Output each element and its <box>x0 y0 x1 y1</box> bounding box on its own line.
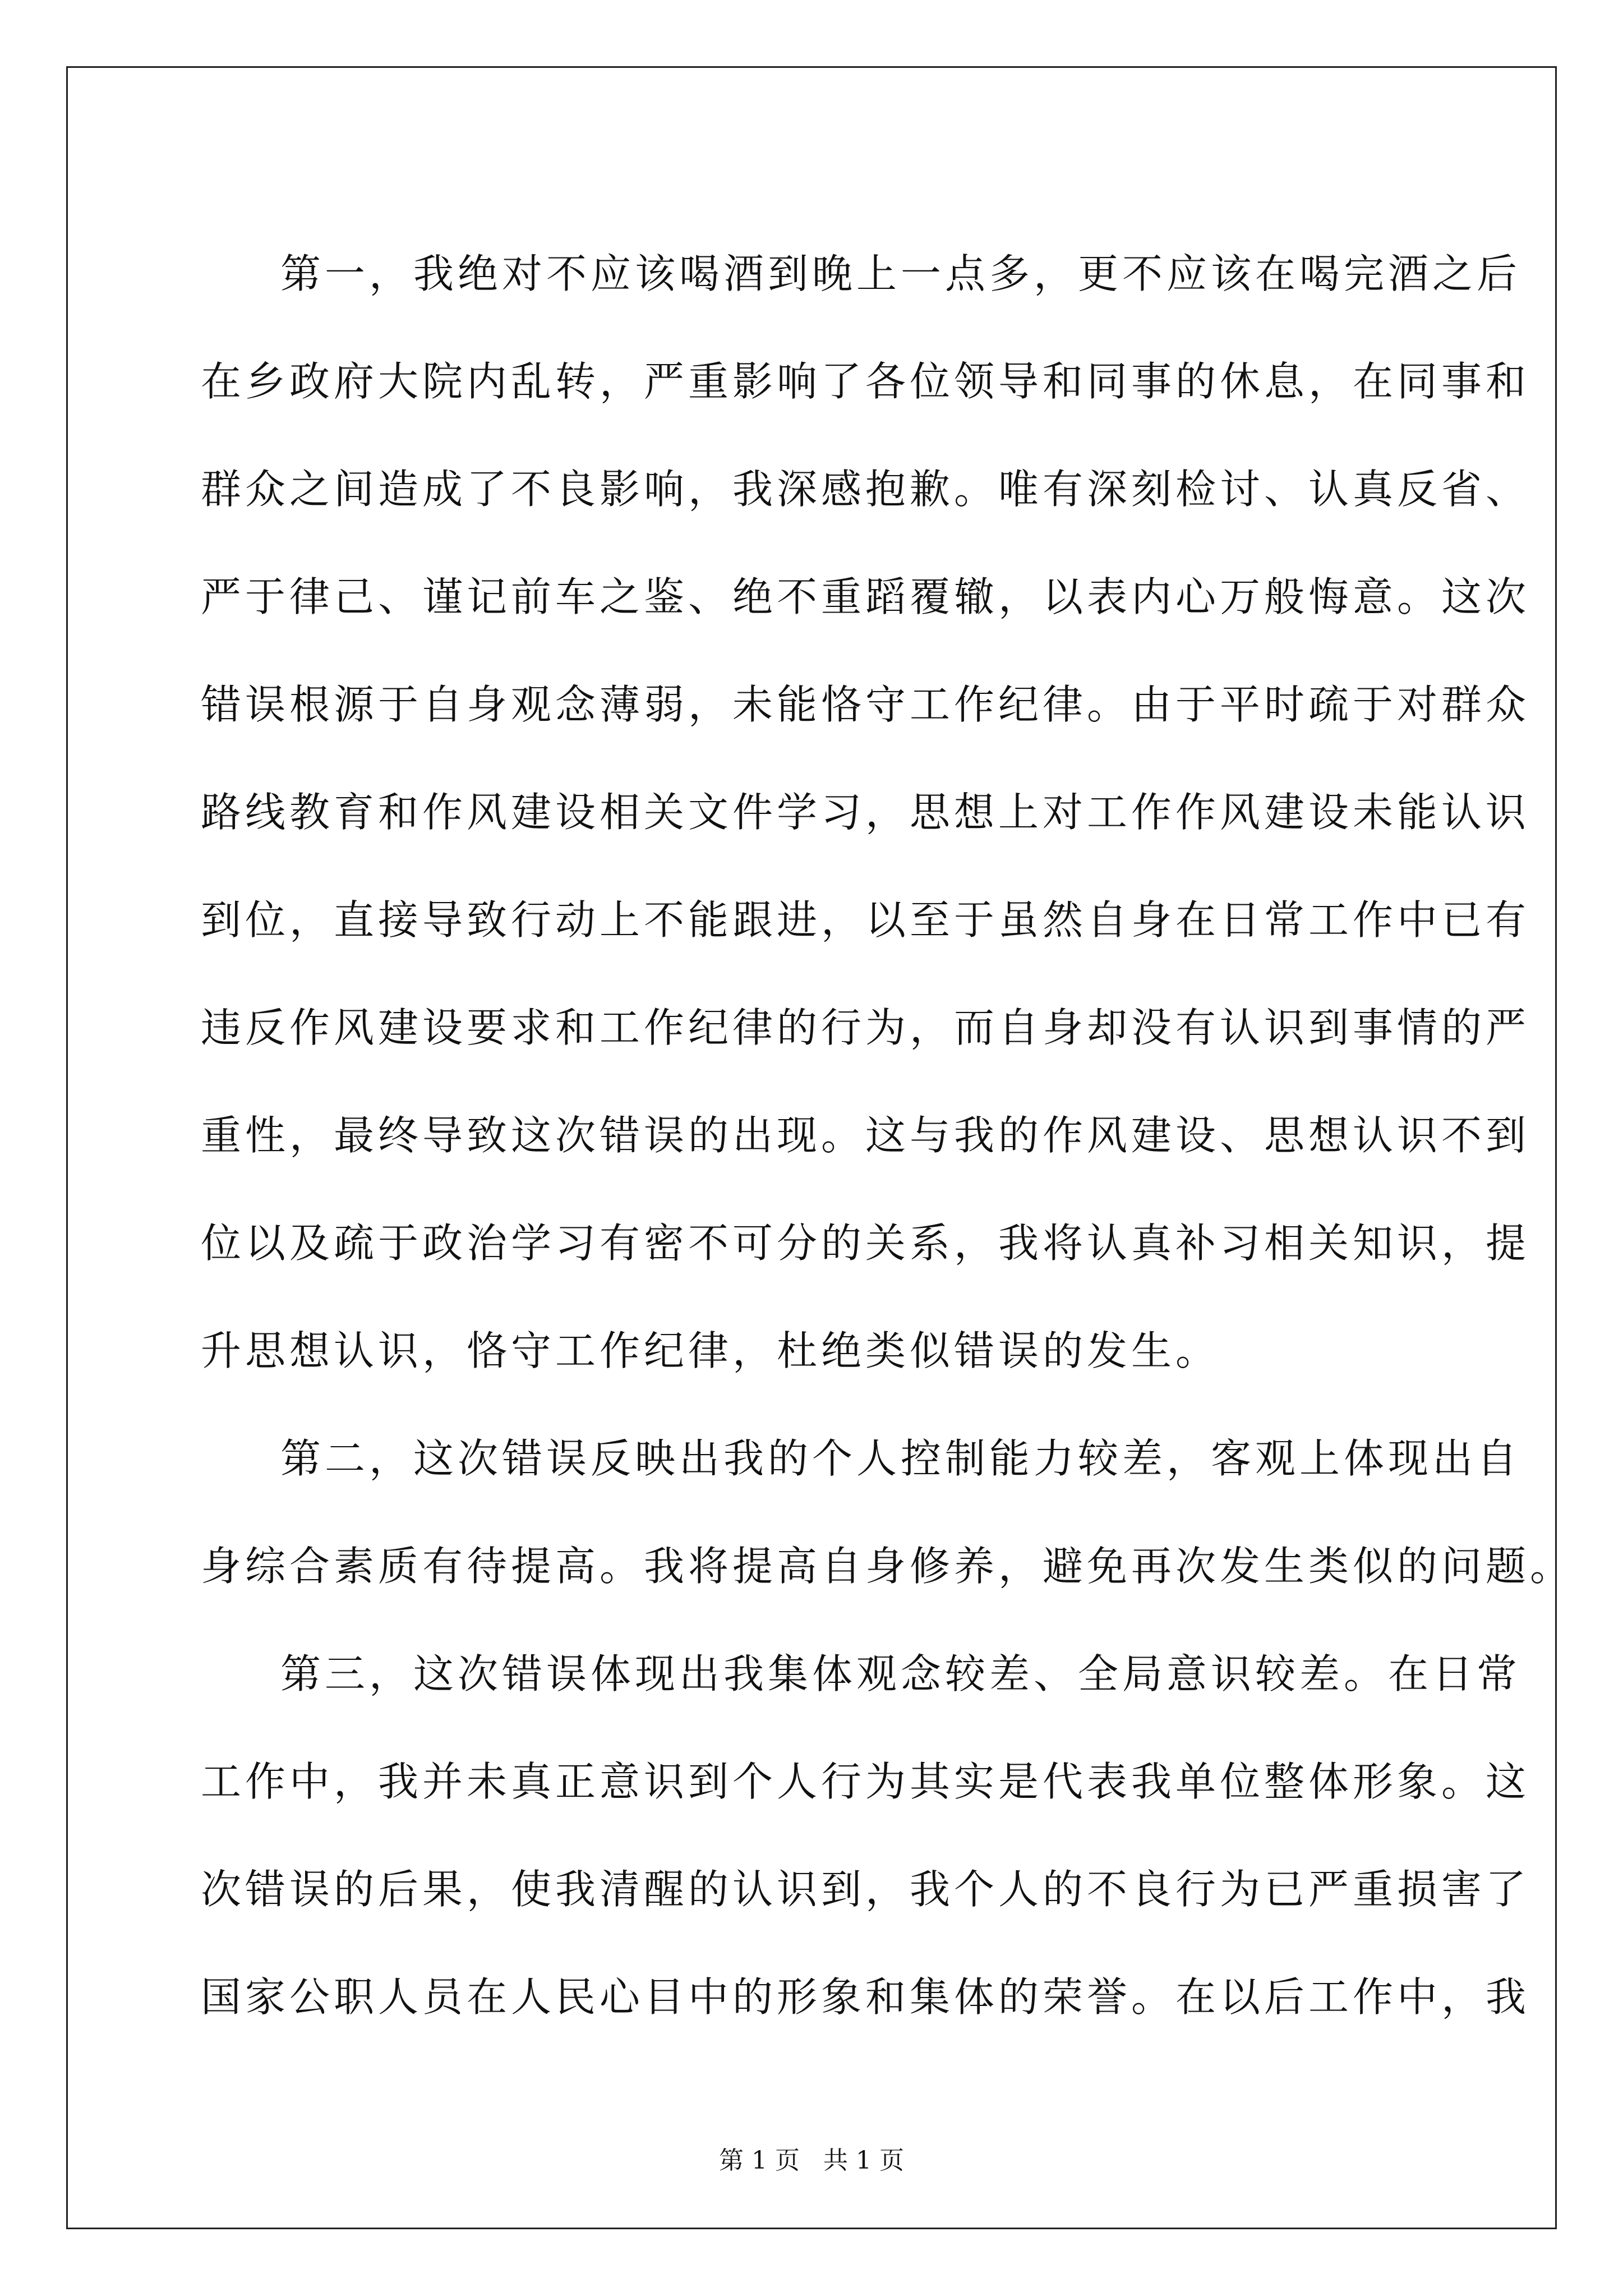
text-line: 第二，这次错误反映出我的个人控制能力较差，客观上体现出自 <box>280 1435 1521 1482</box>
text-line: 第三，这次错误体现出我集体观念较差、全局意识较差。在日常 <box>280 1650 1521 1697</box>
text-line: 到位，直接导致行动上不能跟进，以至于虽然自身在日常工作中已有 <box>201 896 1530 944</box>
text-line: 身综合素质有待提高。我将提高自身修养，避免再次发生类似的问题。 <box>201 1543 1575 1590</box>
text-line: 国家公职人员在人民心目中的形象和集体的荣誉。在以后工作中，我 <box>201 1973 1530 2021</box>
text-line: 路线教育和作风建设相关文件学习，思想上对工作作风建设未能认识 <box>201 789 1530 836</box>
text-line: 在乡政府大院内乱转，严重影响了各位领导和同事的休息，在同事和 <box>201 358 1530 405</box>
text-line: 位以及疏于政治学习有密不可分的关系，我将认真补习相关知识，提 <box>201 1220 1530 1267</box>
text-line: 次错误的后果，使我清醒的认识到，我个人的不良行为已严重损害了 <box>201 1866 1530 1913</box>
text-line: 工作中，我并未真正意识到个人行为其实是代表我单位整体形象。这 <box>201 1758 1530 1805</box>
text-line: 严于律己、谨记前车之鉴、绝不重蹈覆辙，以表内心万般悔意。这次 <box>201 573 1530 620</box>
text-line: 升思想认识，恪守工作纪律，杜绝类似错误的发生。 <box>201 1327 1220 1374</box>
text-line: 错误根源于自身观念薄弱，未能恪守工作纪律。由于平时疏于对群众 <box>201 681 1530 728</box>
page-number-footer: 第 1 页 共 1 页 <box>719 2146 904 2175</box>
text-line: 违反作风建设要求和工作纪律的行为，而自身却没有认识到事情的严 <box>201 1004 1530 1051</box>
text-line: 重性，最终导致这次错误的出现。这与我的作风建设、思想认识不到 <box>201 1112 1530 1159</box>
document-body <box>201 220 1575 2051</box>
text-line: 群众之间造成了不良影响，我深感抱歉。唯有深刻检讨、认真反省、 <box>201 466 1530 513</box>
text-line: 第一，我绝对不应该喝酒到晚上一点多，更不应该在喝完酒之后 <box>280 250 1521 297</box>
